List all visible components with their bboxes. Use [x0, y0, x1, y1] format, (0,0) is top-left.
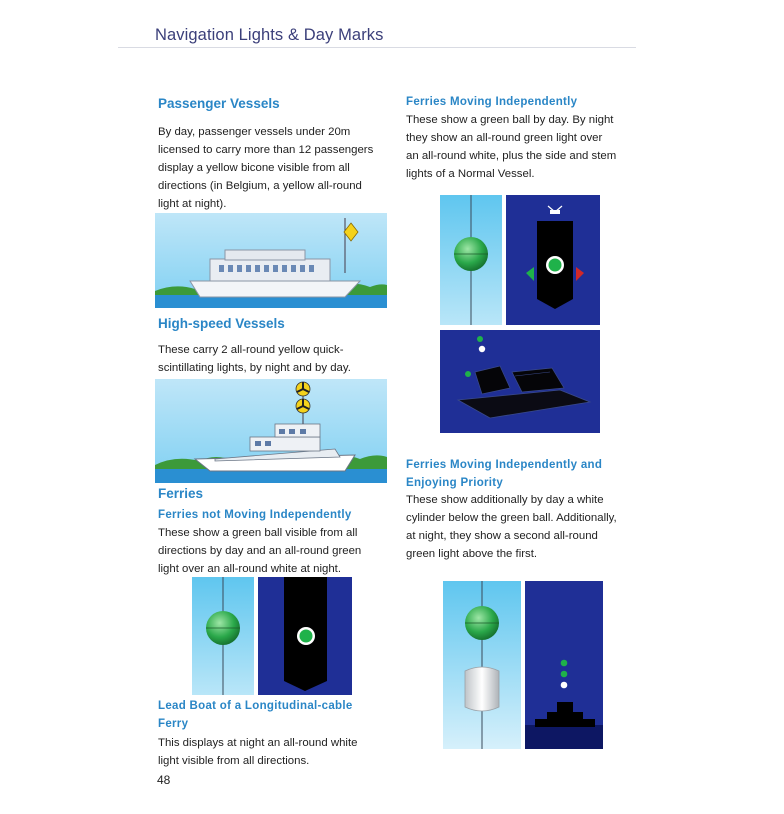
- text-line: they show an all-round green light over: [406, 132, 603, 144]
- lead-boat-text: [158, 734, 357, 770]
- text-line: directions by day and an all-round green: [158, 545, 362, 557]
- ferries-moving-text: [406, 111, 616, 183]
- heading-line: Ferries Moving Independently and: [406, 459, 603, 471]
- text-line: These show a green ball visible from all: [158, 527, 358, 539]
- text-line: display a yellow bicone visible from all: [158, 162, 350, 174]
- text-line: green light above the first.: [406, 548, 538, 560]
- ferry-moving-night-3d-illustration: [440, 330, 600, 433]
- text-line: light over an all-round white at night.: [158, 563, 341, 575]
- text-line: light visible from all directions.: [158, 755, 310, 767]
- text-line: These show a green ball by day. By night: [406, 114, 614, 126]
- heading-line: Lead Boat of a Longitudinal-cable: [158, 700, 353, 712]
- heading-line: Ferry: [158, 718, 189, 730]
- header-divider: [118, 47, 636, 48]
- text-line: cylinder below the green ball. Additionally,: [406, 512, 617, 524]
- passenger-vessels-text: [158, 123, 373, 213]
- heading-high-speed-vessels: High-speed Vessels: [158, 316, 285, 331]
- text-line: These show additionally by day a white: [406, 494, 604, 506]
- text-line: By day, passenger vessels under 20m: [158, 126, 351, 138]
- ferry-moving-day-night-illustration: [440, 195, 600, 325]
- heading-line: Enjoying Priority: [406, 477, 504, 489]
- ferry-not-moving-illustration: [192, 577, 352, 695]
- text-line: lights of a Normal Vessel.: [406, 168, 535, 180]
- heading-lead-boat: [158, 697, 353, 733]
- text-line: licensed to carry more than 12 passengers: [158, 144, 374, 156]
- ferries-not-moving-text: [158, 524, 361, 578]
- text-line: directions (in Belgium, a yellow all-round: [158, 180, 362, 192]
- text-line: These carry 2 all-round yellow quick-: [158, 344, 344, 356]
- heading-ferries-not-moving: Ferries not Moving Independently: [158, 509, 352, 521]
- page-title: Navigation Lights & Day Marks: [155, 26, 384, 44]
- heading-ferries: Ferries: [158, 486, 204, 501]
- text-line: an all-round white, plus the side and stem: [406, 150, 617, 162]
- heading-ferries-priority: [406, 456, 602, 492]
- heading-passenger-vessels: Passenger Vessels: [158, 96, 280, 111]
- text-line: scintillating lights, by night and by day.: [158, 362, 351, 374]
- ferries-priority-text: [406, 491, 617, 563]
- heading-ferries-moving: Ferries Moving Independently: [406, 96, 578, 108]
- page-number: 48: [157, 773, 171, 787]
- high-speed-vessels-text: [158, 341, 351, 377]
- text-line: This displays at night an all-round white: [158, 737, 358, 749]
- ferry-priority-illustration: [443, 581, 603, 749]
- text-line: light at night).: [158, 198, 227, 210]
- text-line: at night, they show a second all-round: [406, 530, 598, 542]
- passenger-vessel-illustration: [155, 213, 387, 308]
- high-speed-vessel-illustration: [155, 379, 387, 483]
